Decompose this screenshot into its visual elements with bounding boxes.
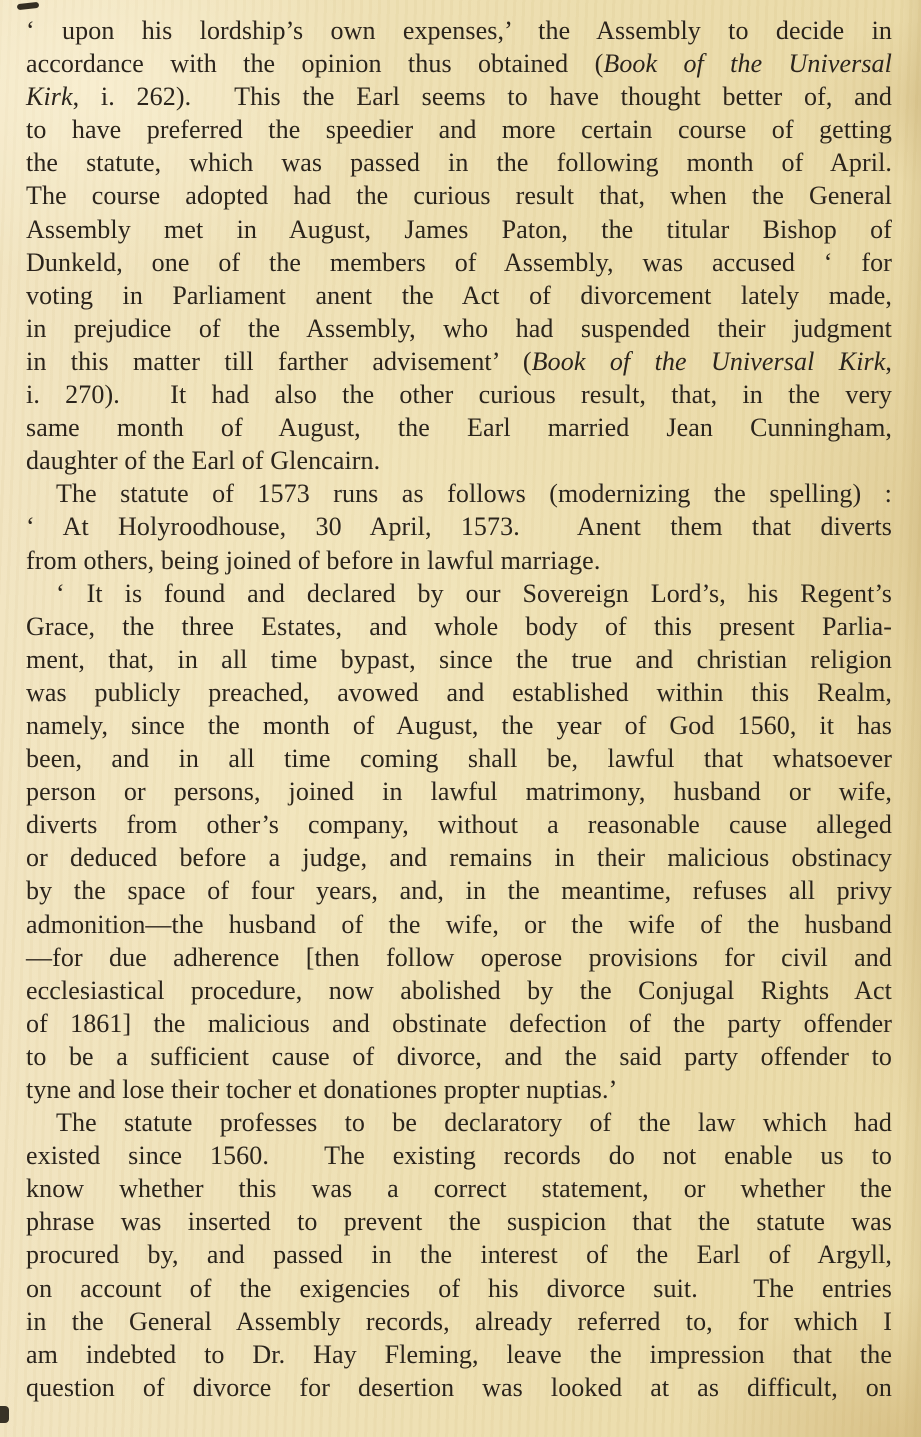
ink-mark-bottom-left (0, 1406, 9, 1423)
text-line (26, 279, 892, 312)
page-edge-shading (901, 0, 921, 1437)
text-segment: Dunkeld, one of the members of Assembly, was accused ‘ for (26, 247, 892, 277)
text-segment: in the General Assembly records, already referred to, for which I (26, 1306, 892, 1336)
text-segment: am indebted to Dr. Hay Fleming, leave the impression that the (26, 1339, 892, 1369)
text-line (26, 312, 892, 345)
text-line (26, 676, 892, 709)
text-line (26, 1338, 892, 1371)
text-segment: ‘ At Holyroodhouse, 30 April, 1573. Anent them that diverts (26, 512, 892, 542)
text-segment: admonition—the husband of the wife, or the wife of the husband (26, 909, 892, 939)
text-line (26, 1106, 892, 1139)
text-segment: same month of August, the Earl married Jean Cunningham, (26, 413, 892, 443)
text-line (26, 941, 892, 974)
text-line (26, 14, 892, 47)
text-line (26, 1040, 892, 1073)
text-segment: The course adopted had the curious result that, when the General (26, 181, 892, 211)
text-segment: The statute of 1573 runs as follows (modernizing the spelling) : (56, 479, 892, 509)
text-segment: been, and in all time coming shall be, lawful that whatsoever (26, 744, 892, 774)
text-segment: in prejudice of the Assembly, who had suspended their judgment (26, 313, 892, 343)
text-segment: i. 270). It had also the other curious result, that, in the very (26, 380, 892, 410)
text-segment: was publicly preached, avowed and established within this Realm, (26, 677, 892, 707)
text-segment: ecclesiastical procedure, now abolished by the Conjugal Rights Act (26, 975, 892, 1005)
text-line (26, 345, 892, 378)
text-segment: phrase was inserted to prevent the suspicion that the statute was (26, 1207, 892, 1237)
text-line (26, 1238, 892, 1271)
text-segment: from others, being joined of before in lawful marriage. (26, 545, 601, 575)
ink-mark-top-left (17, 2, 40, 10)
text-segment: —for due adherence [then follow operose provisions for civil and (26, 942, 892, 972)
text-segment: , (885, 346, 892, 376)
text-line (26, 179, 892, 212)
page-text (26, 14, 892, 1404)
text-segment: Grace, the three Estates, and whole body of this present Parlia- (26, 611, 892, 641)
text-line (26, 411, 892, 444)
text-segment: daughter of the Earl of Glencairn. (26, 446, 381, 476)
text-line (26, 841, 892, 874)
text-line (26, 908, 892, 941)
text-line (26, 544, 892, 577)
text-line (26, 246, 892, 279)
text-segment: The statute professes to be declaratory of the law which had (56, 1108, 892, 1138)
text-line (26, 709, 892, 742)
text-segment: in this matter till farther advisement’ ( (26, 346, 532, 376)
text-line (26, 213, 892, 246)
text-line (26, 1007, 892, 1040)
text-line (26, 874, 892, 907)
text-line (26, 1371, 892, 1404)
text-line (26, 1073, 892, 1106)
book-title-italic: Book of the Universal (603, 49, 892, 79)
text-line (26, 1172, 892, 1205)
text-segment: tyne and lose their tocher et donationes propter nuptias.’ (26, 1075, 618, 1104)
text-line (26, 510, 892, 543)
text-line (26, 378, 892, 411)
text-line (26, 477, 892, 510)
text-line (26, 577, 892, 610)
text-segment: to have preferred the speedier and more certain course of getting (26, 115, 892, 145)
text-line (26, 643, 892, 676)
text-segment: procured by, and passed in the interest of the Earl of Argyll, (26, 1240, 892, 1270)
text-segment: question of divorce for desertion was looked at as difficult, on (26, 1372, 892, 1402)
text-segment: know whether this was a correct statement, or whether the (26, 1174, 892, 1204)
text-line (26, 1272, 892, 1305)
text-line (26, 974, 892, 1007)
text-segment: Assembly met in August, James Paton, the titular Bishop of (26, 214, 892, 244)
text-segment: person or persons, joined in lawful matrimony, husband or wife, (26, 777, 892, 807)
text-segment: existed since 1560. The existing records do not enable us to (26, 1141, 892, 1171)
text-segment: ‘ upon his lordship’s own expenses,’ the Assembly to decide in (26, 16, 892, 45)
text-segment: on account of the exigencies of his divorce suit. The entries (26, 1273, 892, 1303)
text-segment: , i. 262). This the Earl seems to have thought better of, and (72, 82, 892, 112)
text-line (26, 113, 892, 146)
text-line (26, 808, 892, 841)
text-segment: or deduced before a judge, and remains in their malicious obstinacy (26, 843, 892, 873)
text-line (26, 47, 892, 80)
text-segment: of 1861] the malicious and obstinate defection of the party offender (26, 1008, 892, 1038)
text-line (26, 1139, 892, 1172)
text-line (26, 444, 892, 477)
text-segment: accordance with the opinion thus obtained ( (26, 49, 604, 79)
text-line (26, 1305, 892, 1338)
text-line (26, 742, 892, 775)
text-segment: by the space of four years, and, in the meantime, refuses all privy (26, 876, 892, 906)
text-segment: to be a sufficient cause of divorce, and the said party offender to (26, 1041, 892, 1071)
book-title-italic: Book of the Universal Kirk (531, 346, 886, 376)
text-segment: ‘ It is found and declared by our Sovereign Lord’s, his Regent’s (56, 578, 892, 608)
text-segment: the statute, which was passed in the following month of April. (26, 148, 892, 178)
text-segment: ment, that, in all time bypast, since the true and christian religion (26, 644, 892, 674)
text-line (26, 1205, 892, 1238)
text-segment: diverts from other’s company, without a reasonable cause alleged (26, 810, 892, 840)
text-segment: voting in Parliament anent the Act of divorcement lately made, (26, 280, 892, 310)
text-line (26, 146, 892, 179)
text-segment: namely, since the month of August, the year of God 1560, it has (26, 710, 892, 740)
text-line (26, 610, 892, 643)
book-title-italic: Kirk (26, 82, 73, 112)
text-line (26, 80, 892, 113)
text-line (26, 775, 892, 808)
